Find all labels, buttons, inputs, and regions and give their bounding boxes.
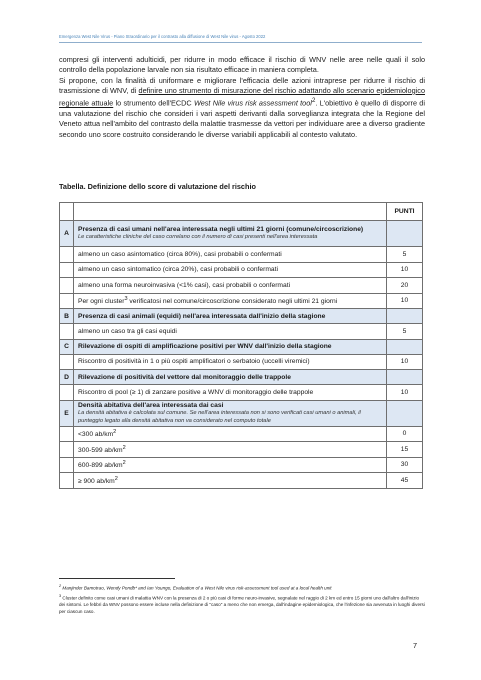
- section-letter: E: [60, 400, 74, 426]
- risk-score-table: [59, 202, 423, 489]
- criterion-label: almeno un caso sintomatico (circa 20%), casi probabili o confermati: [74, 262, 387, 278]
- paragraph-2: [59, 76, 425, 140]
- criterion-label: Riscontro di positività in 1 o più ospiti amplificatori o serbatoio (uccelli viremici): [74, 354, 387, 370]
- table-row: [60, 278, 423, 294]
- running-header: Emergenza West Nile Virus - Piano Straordinario per il contrasto alla diffusione di West Nile virus - Agosto 2022: [59, 34, 266, 39]
- footnote-3: [59, 593, 425, 616]
- footnote-number: 2: [59, 584, 62, 588]
- criterion-text: <300 ab/km: [78, 431, 114, 439]
- footnote-ref-2[interactable]: 2: [311, 97, 316, 105]
- table-row: [60, 324, 423, 340]
- points-value: 15: [387, 442, 423, 458]
- points-value: 5: [387, 247, 423, 263]
- paragraph-1: compresi gli interventi adulticidi, per ridurre in modo efficace il rischio di WNV nelle aree nelle quali il solo controllo della popolazione larvale non sia risultato efficace in maniera completa.: [59, 55, 425, 75]
- section-letter: A: [60, 221, 74, 247]
- footnote-text: Manjinder Bamotrao, Wendy Pondb* and Ian Youngo, Evaluation of a West Nile virus risk-assessment tool used at a local health unit: [61, 585, 332, 591]
- table-title: Tabella. Definizione dello score di valutazione del rischio: [59, 182, 256, 191]
- section-points-cell: [387, 400, 423, 426]
- section-title: Presenza di casi umani nell'area interessata negli ultimi 21 giorni (comune/circoscrizione): [78, 226, 364, 233]
- section-note: La densità abitativa è calcolata sul comune. Se nell'area interessata non si sono verificati casi umani o animali, il punteggio legato alla densità abitativa non va considerato nel computo totale: [78, 409, 361, 424]
- table-row: [60, 385, 423, 401]
- superscript: 2: [122, 460, 126, 467]
- table-row: [60, 457, 423, 473]
- points-value: 10: [387, 385, 423, 401]
- criterion-label: [74, 473, 387, 489]
- superscript: 2: [122, 444, 126, 451]
- section-title-cell: [74, 339, 387, 354]
- section-row: [60, 309, 423, 324]
- section-letter: C: [60, 339, 74, 354]
- footnote-number: 3: [59, 594, 62, 599]
- table-row: [60, 426, 423, 442]
- footnote-2: [59, 583, 425, 592]
- section-letter: B: [60, 309, 74, 324]
- section-points-cell: [387, 339, 423, 354]
- row-indent-cell: [60, 385, 74, 401]
- table-row: [60, 262, 423, 278]
- section-title-cell: [74, 221, 387, 247]
- header-blank-cell: [74, 203, 387, 221]
- section-title-cell: [74, 400, 387, 426]
- criterion-label: almeno una forma neuroinvasiva (<1% casi), casi probabili o confermati: [74, 278, 387, 294]
- section-title: Rilevazione di ospiti di amplificazione positivi per WNV dall'inizio della stagione: [78, 343, 332, 350]
- row-indent-cell: [60, 324, 74, 340]
- table-row: [60, 442, 423, 458]
- table-header-row: [60, 203, 423, 221]
- row-indent-cell: [60, 473, 74, 489]
- section-title-cell: [74, 309, 387, 324]
- section-title-cell: [74, 370, 387, 385]
- points-value: 10: [387, 262, 423, 278]
- points-value: 30: [387, 457, 423, 473]
- criterion-text: ≥ 900 ab/km: [78, 477, 115, 485]
- points-value: 20: [387, 278, 423, 294]
- table-row: [60, 293, 423, 309]
- row-indent-cell: [60, 457, 74, 473]
- table-row: [60, 473, 423, 489]
- criterion-label: almeno un caso asintomatico (circa 80%), casi probabili o confermati: [74, 247, 387, 263]
- superscript: 2: [113, 429, 117, 436]
- table-row: [60, 354, 423, 370]
- row-indent-cell: [60, 262, 74, 278]
- section-row: [60, 339, 423, 354]
- paragraph-2-mid: lo strumento dell'ECDC: [113, 98, 194, 108]
- section-title: Rilevazione di positività del vettore dal monitoraggio delle trappole: [78, 373, 291, 381]
- section-row: [60, 370, 423, 385]
- row-indent-cell: [60, 293, 74, 309]
- table-row: [60, 247, 423, 263]
- header-blank-cell: [60, 203, 74, 221]
- section-points-cell: [387, 309, 423, 324]
- header-divider: [59, 42, 422, 43]
- criterion-label: [74, 442, 387, 458]
- row-indent-cell: [60, 278, 74, 294]
- criterion-label: Riscontro di pool (≥ 1) di zanzare positive a WNV di monitoraggio delle trappole: [74, 385, 387, 401]
- section-row: [60, 400, 423, 426]
- criterion-text: verificatosi nel comune/circoscrizione considerato negli ultimi 21 giorni: [127, 298, 338, 306]
- points-column-header: PUNTI: [387, 203, 423, 221]
- criterion-label: [74, 457, 387, 473]
- page-number: 7: [413, 641, 418, 650]
- section-letter: D: [60, 370, 74, 385]
- superscript: 3: [124, 296, 128, 303]
- section-title: Presenza di casi animali (equidi) nell'area interessata dall'inizio della stagione: [78, 312, 326, 320]
- points-value: 5: [387, 324, 423, 340]
- section-points-cell: [387, 370, 423, 385]
- superscript: 2: [114, 475, 118, 482]
- tool-name: West Nile virus risk assessment tool: [193, 98, 312, 108]
- body-text: [59, 55, 425, 140]
- row-indent-cell: [60, 354, 74, 370]
- criterion-text: 600-899 ab/km: [78, 462, 123, 470]
- points-value: 0: [387, 426, 423, 442]
- criterion-label: [74, 426, 387, 442]
- criterion-text: Per ogni cluster: [78, 298, 125, 306]
- section-note: Le caratteristiche cliniche del caso correlano con il numero di casi presenti nell'area interessata: [78, 234, 318, 240]
- points-value: 10: [387, 354, 423, 370]
- footnote-text: Cluster definito come casi umani di malattia WNV con la presenza di 2 o più casi di forme neuro-invasive, segnalate nel raggio di 2 km ed entro 15 giorni uno dall'altro dall'inizio dei sintomi. Le febbri da WNV possono essere incluse nella definizione di "caso" a meno che non emerga, dall'indagine epidemiologica, che l'infezione sia avvenuta in luoghi diversi per ciascun caso.: [59, 595, 425, 615]
- row-indent-cell: [60, 426, 74, 442]
- row-indent-cell: [60, 442, 74, 458]
- footnotes: [59, 583, 425, 617]
- footnote-divider: [59, 578, 175, 579]
- row-indent-cell: [60, 247, 74, 263]
- section-row: [60, 221, 423, 247]
- criterion-label: [74, 293, 387, 309]
- section-title: Densità abitativa dell'area interessata dai casi: [78, 401, 224, 409]
- paragraph-2-lead: Si propone, con la finalità di uniformare e migliorare l'efficacia delle azioni intraprese per ridurre il rischio di trasmissione di WNV, di: [59, 75, 425, 95]
- criterion-label: almeno un caso tra gli casi equidi: [74, 324, 387, 340]
- paragraph-2-tail: . L'obiettivo è quello di disporre di una valutazione del rischio che consideri i vari aspetti derivanti dalla sorveglianza integrata che la Regione del Veneto attua nell'ambito del contrasto della malattie trasmesse da vettori per individuare aree a diverso gradiente secondo uno score costruito considerando le diverse variabili applicabili al contesto valutato.: [59, 98, 425, 139]
- points-value: 45: [387, 473, 423, 489]
- criterion-text: 300-599 ab/km: [78, 446, 123, 454]
- section-points-cell: [387, 221, 423, 247]
- points-value: 10: [387, 293, 423, 309]
- paragraph-2-underlined: definire uno strumento di misurazione del rischio adattando allo scenario epidemiologico regionale attuale: [59, 85, 425, 108]
